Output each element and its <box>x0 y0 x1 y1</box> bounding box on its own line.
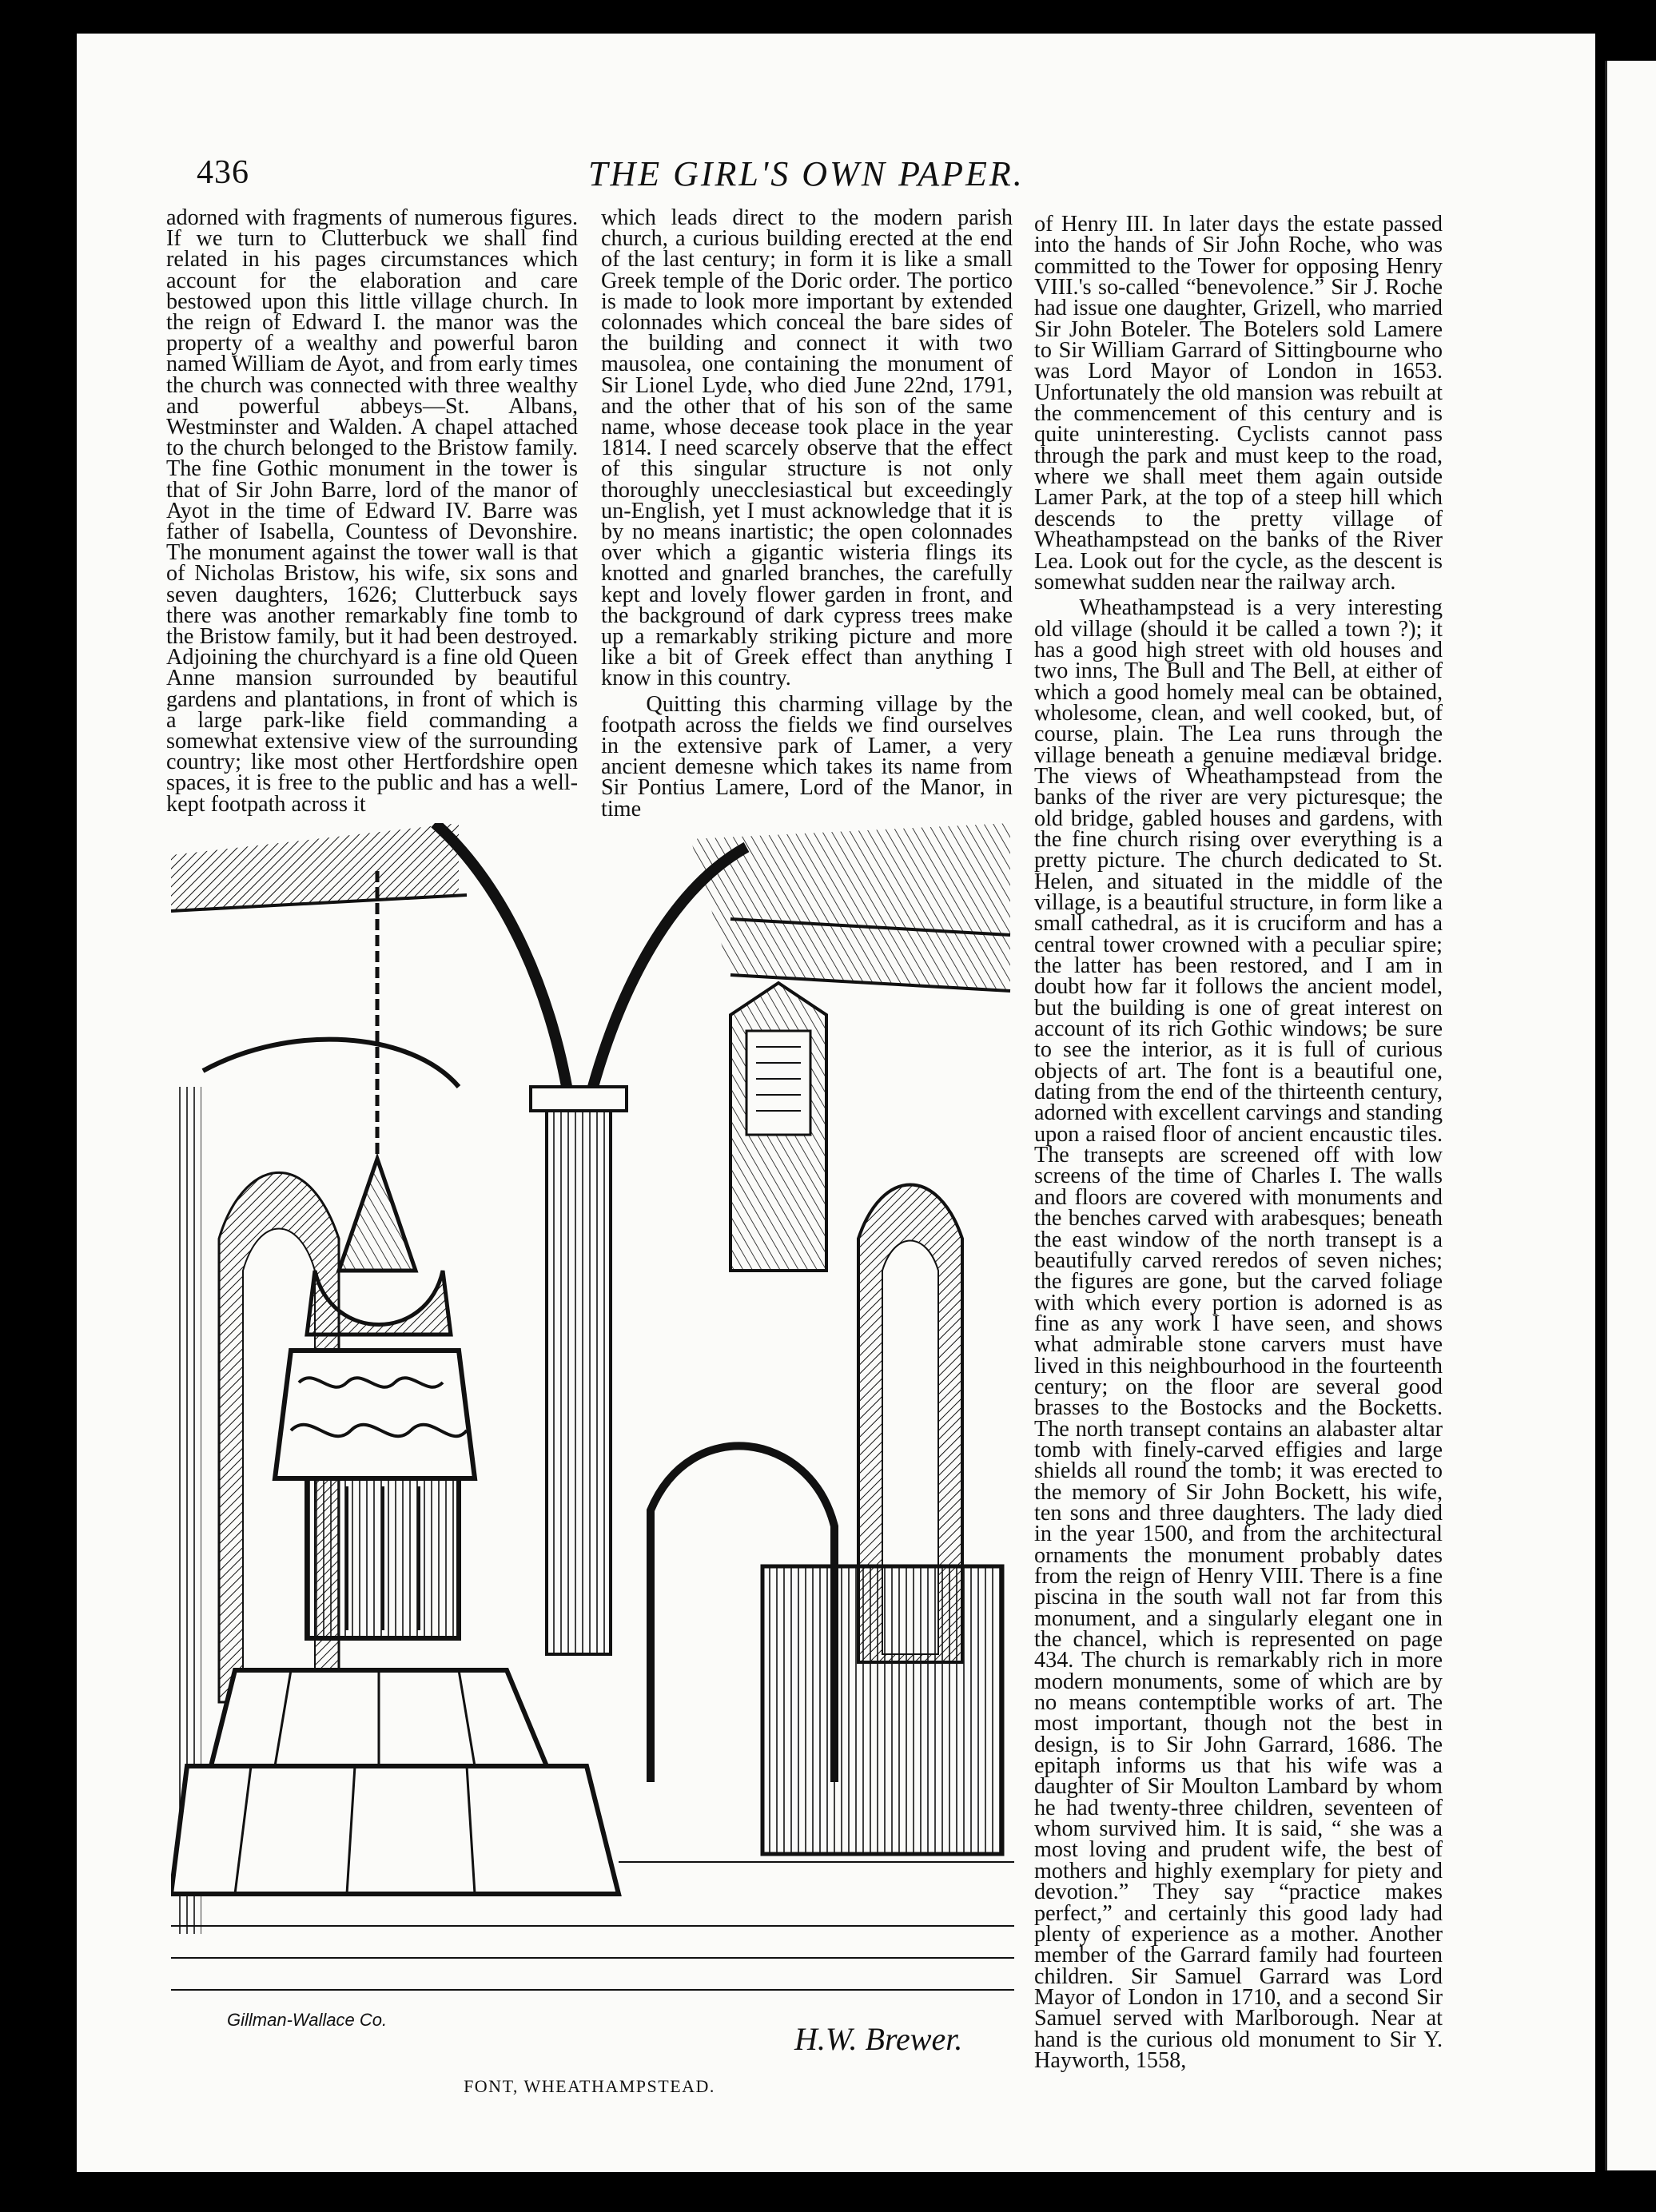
engraver-credit: Gillman-Wallace Co. <box>227 2010 388 2030</box>
text-column-1 <box>166 205 578 817</box>
artist-signature: H.W. Brewer. <box>794 2021 963 2057</box>
paragraph: Wheathampstead is a very interesting old village (should it be called a town ?); it has a good high street with old houses and two inns, The Bull and The Bell, at either of which a good homely meal can be obtained, wholesome, clean, and well cooked, but, of course, plain. The Lea runs through the village beneath a genuine mediæval bridge. The views of Wheathampstead from the banks of the river are very picturesque; the old bridge, gabled houses and gardens, with the fine church rising over everything is a pretty picture. The church dedicated to St. Helen, and situated in the middle of the village, is a beautiful structure, in form like a small cathedral, as it is cruciform and has a central tower crowned with a peculiar spire; the latter has been restored, and I am in doubt how far it follows the ancient model, but the building is one of great interest on account of its rich Gothic windows; be sure to see the interior, as it is full of curious objects of art. The font is a beautiful one, dating from the end of the thirteenth century, adorned with excellent carvings and standing upon a raised floor of ancient encaustic tiles. The transepts are screened off with low screens of the time of Charles I. The walls and floors are covered with monuments and the benches carved with arabesques; beneath the east window of the north transept is a beautifully carved reredos of seven niches; the figures are gone, but the carved foliage with which every portion is adorned is as fine as any work I have seen, and shows what admirable stone carvers must have lived in this neighbourhood in the fourteenth century; on the floor are several good brasses to the Bostocks and the Bocketts. The north transept contains an alabaster altar tomb with finely-carved effigies and large shields all round the tomb; it was erected to the memory of Sir John Bockett, his wife, ten sons and three daughters. The lady died in the year 1500, and from the architectural ornaments the monument probably dates from the reign of Henry VIII. There is a fine piscina in the south wall not far from this monument, and a singularly elegant one in the chancel, which is represented on page 434. The church is remarkably rich in more modern monuments, some of which are by no means contemptible works of art. The most important, though not the best in design, is to Sir John Garrard, 1686. The epitaph informs us that his wife was a daughter of Sir Moulton Lambard by whom he had twenty-three children, seventeen of whom survived him. It is said, “ she was a most loving and prudent wife, the best of mothers and highly exemplary for piety and devotion.” They say “practice makes perfect,” and certainly this good lady had plenty of experience as a mother. Another member of the Garrard family had fourteen children. Sir Samuel Garrard was Lord Mayor of London in 1710, and a second Sir Samuel served with Marlborough. Near at hand is the curious old monument to Sir Y. Hayworth, 1558, <box>1034 595 1443 2073</box>
paragraph: of Henry III. In later days the estate passed into the hands of Sir John Roche, who was committed to the Tower for opposing Henry VIII.'s so-called “benevolence.” Sir J. Roche had issue one daughter, Grizell, who married Sir John Boteler. The Botelers sold Lamere to Sir William Garrard of Sittingbourne who was Lord Mayor of London in 1653. Unfortunately the old mansion was rebuilt at the commencement of this century and is quite uninteresting. Cyclists cannot pass through the park and must keep to the road, where we shall meet them again outside Lamer Park, at the top of a steep hill which descends to the pretty village of Wheathampstead on the banks of the River Lea. Look out for the cycle, as the descent is somewhat sudden near the railway arch. <box>1034 212 1443 595</box>
figure-caption: FONT, WHEATHAMPSTEAD. <box>464 2076 715 2096</box>
paragraph: adorned with fragments of numerous figures. If we turn to Clutterbuck we shall find related in his pages circumstances which account for the elaboration and care bestowed upon this little village church. In the reign of Edward I. the manor was the property of a wealthy and powerful baron named William de Ayot, and from early times the church was connected with three wealthy and powerful abbeys—St. Albans, Westminster and Walden. A chapel attached to the church belonged to the Bristow family. The fine Gothic monument in the tower is that of Sir John Barre, lord of the manor of Ayot in the time of Edward IV. Barre was father of Isabella, Countess of Devonshire. The monument against the tower wall is that of Nicholas Bristow, his wife, six sons and seven daughters, 1626; Clutterbuck says there was another remarkably fine tomb to the Bristow family, but it had been destroyed. Adjoining the churchyard is a fine old Queen Anne mansion surrounded by beautiful gardens and plantations, in front of which is a large park-like field commanding a somewhat extensive view of the surrounding country; like most other Hertfordshire open spaces, it is free to the public and has a well-kept footpath across it <box>166 205 578 817</box>
paragraph: which leads direct to the modern parish church, a curious building erected at the end of the last century; in form it is like a small Greek temple of the Doric order. The portico is made to look more important by extended colonnades which conceal the bare sides of the building and connect it with two mausolea, one containing the monument of Sir Lionel Lyde, who died June 22nd, 1791, and the other that of his son of the same name, whose decease took place in the year 1814. I need scarcely observe that the effect of this singular structure is not only thoroughly unecclesiastical but exceedingly un-English, yet I must acknowledge that it is by no means inartistic; the open colonnades over which a gigantic wisteria flings its knotted and gnarled branches, the carefully kept and lovely flower garden in front, and the background of dark cypress trees make up a remarkably striking picture and more like a bit of Greek effect than anything I know in this country. <box>601 205 1013 691</box>
font-illustration <box>171 823 1014 2065</box>
running-title: THE GIRL'S OWN PAPER. <box>588 154 1025 193</box>
text-column-3 <box>1034 214 1443 2071</box>
text-column-2 <box>601 205 1013 822</box>
adjacent-page-edge <box>1605 61 1656 2170</box>
paragraph: Quitting this charming village by the footpath across the fields we find ourselves in the extensive park of Lamer, a very ancient demesne which takes its name from Sir Pontius Lamere, Lord of the Manor, in time <box>601 691 1013 822</box>
magazine-page <box>77 34 1595 2172</box>
church-interior-drawing <box>171 823 1014 2065</box>
page-number: 436 <box>197 154 249 191</box>
